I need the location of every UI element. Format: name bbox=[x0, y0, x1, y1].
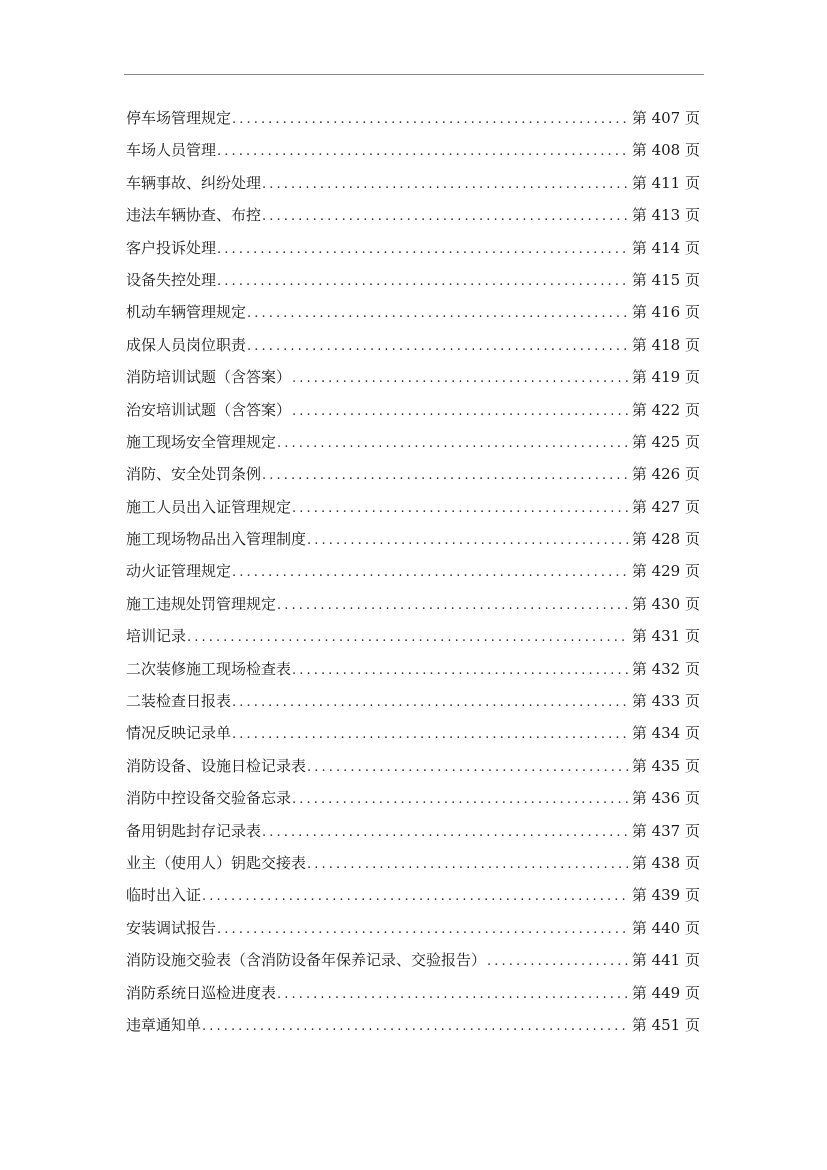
toc-entry-title: 消防、安全处罚条例 bbox=[126, 465, 262, 484]
toc-entry[interactable] bbox=[126, 426, 700, 458]
toc-entry-title: 施工违规处罚管理规定 bbox=[126, 594, 277, 613]
toc-entry-title: 设备失控处理 bbox=[126, 270, 217, 289]
toc-entry-page: 第 432 页 bbox=[631, 659, 700, 678]
toc-entry[interactable] bbox=[126, 264, 700, 296]
toc-entry-page: 第 435 页 bbox=[631, 756, 700, 775]
toc-entry[interactable] bbox=[126, 232, 700, 264]
toc-entry-title: 安装调试报告 bbox=[126, 918, 217, 937]
toc-entry-page: 第 437 页 bbox=[631, 821, 700, 840]
toc-entry-page: 第 411 页 bbox=[631, 173, 700, 192]
toc-entry-title: 消防培训试题（含答案） bbox=[126, 368, 292, 387]
toc-dot-leader bbox=[292, 363, 628, 395]
toc-dot-leader bbox=[292, 396, 628, 428]
toc-dot-leader bbox=[307, 525, 628, 557]
toc-dot-leader bbox=[217, 914, 628, 946]
toc-entry-title: 消防设施交验表（含消防设备年保养记录、交验报告） bbox=[126, 951, 487, 970]
toc-entry[interactable] bbox=[126, 977, 700, 1009]
toc-entry-title: 停车场管理规定 bbox=[126, 109, 232, 127]
toc-entry-title: 车辆事故、纠纷处理 bbox=[126, 173, 262, 192]
toc-entry-title: 培训记录 bbox=[126, 627, 187, 646]
toc-entry-title: 备用钥匙封存记录表 bbox=[126, 821, 262, 840]
toc-dot-leader bbox=[307, 849, 628, 881]
toc-entry-page: 第 427 页 bbox=[631, 497, 700, 516]
toc-entry-page: 第 429 页 bbox=[631, 562, 700, 581]
toc-entry[interactable] bbox=[126, 750, 700, 782]
toc-entry-page: 第 422 页 bbox=[631, 400, 700, 419]
toc-entry[interactable] bbox=[126, 199, 700, 231]
toc-entry-title: 消防设备、设施日检记录表 bbox=[126, 756, 307, 775]
toc-dot-leader bbox=[262, 817, 628, 849]
toc-entry-page: 第 407 页 bbox=[631, 109, 700, 127]
toc-entry[interactable] bbox=[126, 685, 700, 717]
toc-dot-leader bbox=[487, 946, 628, 978]
toc-entry-title: 消防系统日巡检进度表 bbox=[126, 983, 277, 1002]
toc-entry[interactable] bbox=[126, 588, 700, 620]
toc-dot-leader bbox=[217, 234, 628, 266]
toc-dot-leader bbox=[262, 169, 628, 201]
toc-entry-title: 治安培训试题（含答案） bbox=[126, 400, 292, 419]
toc-entry[interactable] bbox=[126, 102, 700, 134]
toc-entry-title: 施工现场物品出入管理制度 bbox=[126, 530, 307, 549]
toc-entry-page: 第 428 页 bbox=[631, 530, 700, 549]
toc-entry-page: 第 438 页 bbox=[631, 853, 700, 872]
toc-entry-title: 客户投诉处理 bbox=[126, 238, 217, 257]
toc-dot-leader bbox=[187, 622, 628, 654]
toc-entry-title: 动火证管理规定 bbox=[126, 562, 232, 581]
toc-entry[interactable] bbox=[126, 620, 700, 652]
toc-dot-leader bbox=[277, 979, 628, 1011]
toc-entry-page: 第 414 页 bbox=[631, 238, 700, 257]
toc-entry-title: 二次装修施工现场检查表 bbox=[126, 659, 292, 678]
toc-entry-title: 车场人员管理 bbox=[126, 141, 217, 160]
toc-entry-title: 违法车辆协查、布控 bbox=[126, 206, 262, 225]
toc-entry[interactable] bbox=[126, 458, 700, 490]
toc-entry[interactable] bbox=[126, 1009, 700, 1041]
toc-entry-page: 第 426 页 bbox=[631, 465, 700, 484]
toc-dot-leader bbox=[292, 784, 628, 816]
toc-entry-title: 成保人员岗位职责 bbox=[126, 335, 247, 354]
toc-entry-page: 第 418 页 bbox=[631, 335, 700, 354]
toc-dot-leader bbox=[217, 136, 628, 168]
toc-entry[interactable] bbox=[126, 944, 700, 976]
toc-entry-page: 第 441 页 bbox=[631, 951, 700, 970]
toc-entry[interactable] bbox=[126, 717, 700, 749]
toc-dot-leader bbox=[232, 557, 628, 589]
toc-dot-leader bbox=[292, 655, 628, 687]
toc-dot-leader bbox=[247, 298, 628, 330]
toc-entry[interactable] bbox=[126, 167, 700, 199]
toc-entry-title: 机动车辆管理规定 bbox=[126, 303, 247, 322]
toc-entry-title: 施工现场安全管理规定 bbox=[126, 432, 277, 451]
toc-entry[interactable] bbox=[126, 134, 700, 166]
toc-entry-page: 第 440 页 bbox=[631, 918, 700, 937]
toc-entry[interactable] bbox=[126, 523, 700, 555]
toc-entry-page: 第 408 页 bbox=[631, 141, 700, 160]
toc-entry-page: 第 415 页 bbox=[631, 270, 700, 289]
toc-entry-page: 第 425 页 bbox=[631, 432, 700, 451]
toc-entry[interactable] bbox=[126, 555, 700, 587]
toc-entry[interactable] bbox=[126, 361, 700, 393]
toc-entry[interactable] bbox=[126, 879, 700, 911]
toc-entry-title: 二装检查日报表 bbox=[126, 692, 232, 711]
toc-dot-leader bbox=[202, 881, 628, 913]
toc-entry-title: 临时出入证 bbox=[126, 886, 202, 905]
toc-entry-title: 业主（使用人）钥匙交接表 bbox=[126, 853, 307, 872]
header-rule bbox=[124, 74, 704, 75]
toc-dot-leader bbox=[292, 493, 628, 525]
toc-entry[interactable] bbox=[126, 296, 700, 328]
toc-entry-page: 第 434 页 bbox=[631, 724, 700, 743]
toc-dot-leader bbox=[262, 460, 628, 492]
toc-dot-leader bbox=[202, 1011, 628, 1043]
toc-dot-leader bbox=[277, 590, 628, 622]
toc-entry[interactable] bbox=[126, 394, 700, 426]
toc-entry[interactable] bbox=[126, 912, 700, 944]
toc-entry[interactable] bbox=[126, 491, 700, 523]
toc-dot-leader bbox=[247, 331, 628, 363]
toc-entry[interactable] bbox=[126, 329, 700, 361]
toc-entry-page: 第 431 页 bbox=[631, 627, 700, 646]
toc-entry-page: 第 416 页 bbox=[631, 303, 700, 322]
toc-entry-page: 第 433 页 bbox=[631, 692, 700, 711]
toc-dot-leader bbox=[307, 752, 628, 784]
table-of-contents bbox=[126, 102, 700, 1041]
toc-entry-page: 第 430 页 bbox=[631, 594, 700, 613]
toc-dot-leader bbox=[217, 266, 628, 298]
toc-entry-title: 消防中控设备交验备忘录 bbox=[126, 789, 292, 808]
toc-entry-title: 情况反映记录单 bbox=[126, 724, 232, 743]
toc-entry-title: 违章通知单 bbox=[126, 1015, 202, 1034]
toc-dot-leader bbox=[232, 687, 628, 719]
toc-entry-page: 第 436 页 bbox=[631, 789, 700, 808]
toc-entry[interactable] bbox=[126, 815, 700, 847]
toc-entry-page: 第 449 页 bbox=[631, 983, 700, 1002]
toc-entry[interactable] bbox=[126, 847, 700, 879]
toc-entry-page: 第 439 页 bbox=[631, 886, 700, 905]
toc-entry-page: 第 413 页 bbox=[631, 206, 700, 225]
toc-entry[interactable] bbox=[126, 653, 700, 685]
toc-dot-leader bbox=[232, 719, 628, 751]
toc-entry[interactable] bbox=[126, 782, 700, 814]
toc-entry-title: 施工人员出入证管理规定 bbox=[126, 497, 292, 516]
toc-entry-page: 第 419 页 bbox=[631, 368, 700, 387]
toc-dot-leader bbox=[277, 428, 628, 460]
toc-dot-leader bbox=[262, 201, 628, 233]
toc-entry-page: 第 451 页 bbox=[631, 1015, 700, 1034]
toc-dot-leader bbox=[232, 104, 628, 136]
